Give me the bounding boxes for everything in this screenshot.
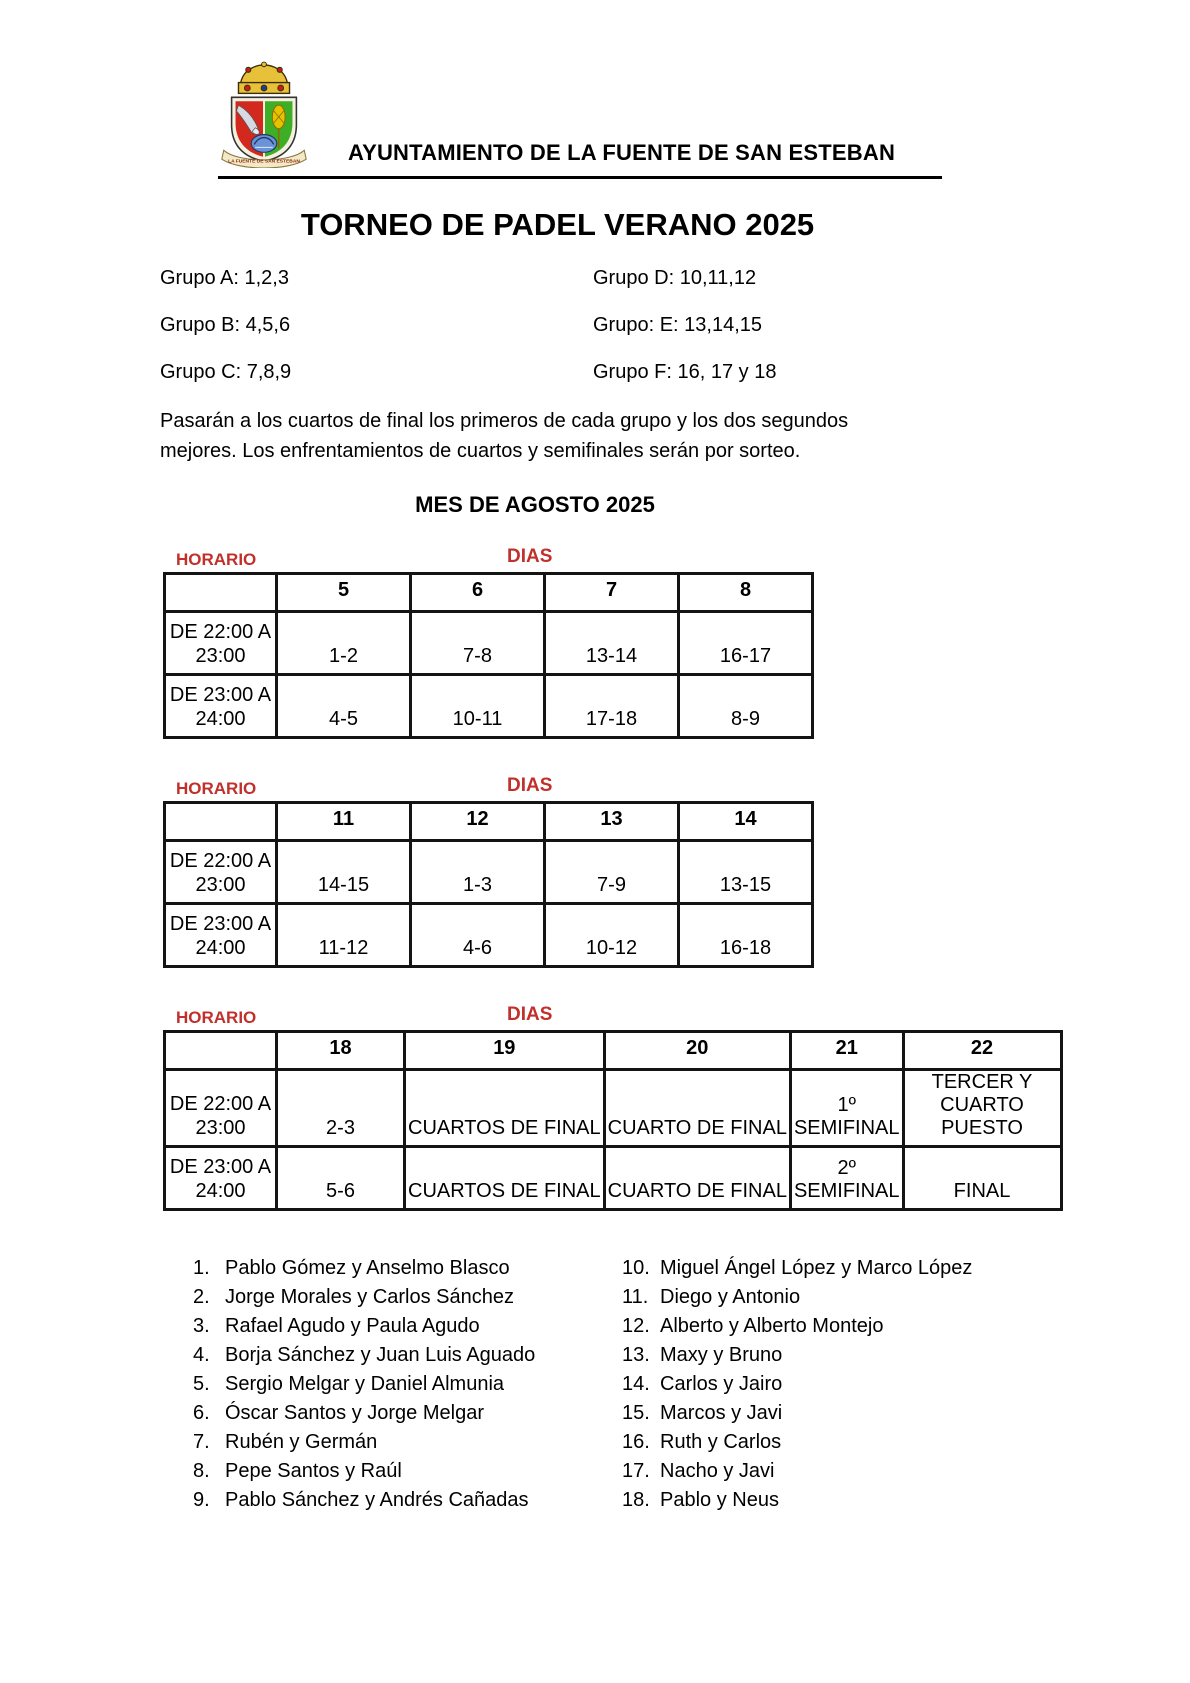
pair-number: 8. bbox=[193, 1460, 210, 1482]
schedule-row bbox=[165, 612, 813, 675]
pair-number: 9. bbox=[193, 1489, 210, 1511]
pair-name: Ruth y Carlos bbox=[660, 1431, 782, 1453]
group-a: Grupo A: 1,2,3 bbox=[160, 267, 289, 289]
list-item bbox=[193, 1489, 622, 1511]
dias-label: DIAS bbox=[507, 546, 553, 567]
match-cell: CUARTOS DE FINAL bbox=[405, 1070, 605, 1147]
pair-name: Borja Sánchez y Juan Luis Aguado bbox=[225, 1344, 536, 1366]
day-header-row bbox=[165, 1032, 1062, 1070]
pair-number: 1. bbox=[193, 1257, 210, 1279]
list-item bbox=[622, 1344, 972, 1366]
corner-cell bbox=[165, 574, 277, 612]
match-cell: 10-12 bbox=[545, 904, 679, 967]
pairs-list bbox=[193, 1257, 1190, 1518]
match-cell: 5-6 bbox=[277, 1147, 405, 1210]
day-header-cell: 6 bbox=[411, 574, 545, 612]
group-e: Grupo: E: 13,14,15 bbox=[593, 314, 763, 336]
match-cell: CUARTOS DE FINAL bbox=[405, 1147, 605, 1210]
match-cell: 13-14 bbox=[545, 612, 679, 675]
pair-name: Carlos y Jairo bbox=[660, 1373, 783, 1395]
list-item bbox=[193, 1460, 622, 1482]
day-header-cell: 7 bbox=[545, 574, 679, 612]
list-item bbox=[193, 1431, 622, 1453]
list-item bbox=[622, 1402, 972, 1424]
match-cell: 7-9 bbox=[545, 841, 679, 904]
pair-number: 11. bbox=[622, 1286, 649, 1308]
match-cell: 7-8 bbox=[411, 612, 545, 675]
time-cell: DE 22:00 A 23:00 bbox=[165, 1070, 277, 1147]
pair-number: 12. bbox=[622, 1315, 650, 1337]
match-cell: 1-2 bbox=[277, 612, 411, 675]
pair-name: Pablo Sánchez y Andrés Cañadas bbox=[225, 1489, 529, 1511]
pair-number: 5. bbox=[193, 1373, 210, 1395]
pair-number: 14. bbox=[622, 1373, 650, 1395]
pair-name: Óscar Santos y Jorge Melgar bbox=[225, 1402, 484, 1424]
ribbon-text: LA FUENTE DE SAN ESTEBAN bbox=[228, 159, 300, 165]
group-b: Grupo B: 4,5,6 bbox=[160, 314, 291, 336]
municipality-title: AYUNTAMIENTO DE LA FUENTE DE SAN ESTEBAN bbox=[348, 140, 896, 165]
pairs-column-right bbox=[622, 1257, 972, 1518]
header-band bbox=[218, 60, 942, 179]
pair-name: Jorge Morales y Carlos Sánchez bbox=[225, 1286, 515, 1308]
time-cell: DE 23:00 A 24:00 bbox=[165, 1147, 277, 1210]
day-header-cell: 18 bbox=[277, 1032, 405, 1070]
group-row bbox=[160, 314, 955, 337]
list-item bbox=[193, 1315, 622, 1337]
crown-icon bbox=[238, 62, 289, 93]
pairs-column-left bbox=[193, 1257, 622, 1518]
shield-icon bbox=[232, 97, 297, 161]
day-header-cell: 19 bbox=[405, 1032, 605, 1070]
list-item bbox=[622, 1257, 972, 1279]
list-item bbox=[193, 1257, 622, 1279]
group-d: Grupo D: 10,11,12 bbox=[593, 267, 757, 289]
match-cell: TERCER Y CUARTO PUESTO bbox=[903, 1070, 1061, 1147]
pair-name: Pepe Santos y Raúl bbox=[225, 1460, 402, 1482]
group-row bbox=[160, 267, 955, 290]
group-f: Grupo F: 16, 17 y 18 bbox=[593, 361, 777, 383]
table-2-labels bbox=[160, 775, 955, 801]
match-cell: 10-11 bbox=[411, 675, 545, 738]
day-header-cell: 12 bbox=[411, 803, 545, 841]
dias-label: DIAS bbox=[507, 775, 553, 796]
match-cell: 8-9 bbox=[679, 675, 813, 738]
schedule-row bbox=[165, 1070, 1062, 1147]
pair-number: 18. bbox=[622, 1489, 650, 1511]
day-header-cell: 5 bbox=[277, 574, 411, 612]
schedule-row bbox=[165, 675, 813, 738]
match-cell: 4-5 bbox=[277, 675, 411, 738]
day-header-cell: 20 bbox=[604, 1032, 790, 1070]
corner-cell bbox=[165, 1032, 277, 1070]
match-cell: 11-12 bbox=[277, 904, 411, 967]
day-header-cell: 11 bbox=[277, 803, 411, 841]
match-cell: 17-18 bbox=[545, 675, 679, 738]
groups-section bbox=[160, 267, 955, 384]
match-cell: 2º SEMIFINAL bbox=[790, 1147, 903, 1210]
match-cell: 1-3 bbox=[411, 841, 545, 904]
day-header-cell: 13 bbox=[545, 803, 679, 841]
list-item bbox=[622, 1315, 972, 1337]
schedule-table-days-11-14 bbox=[163, 801, 814, 968]
day-header-row bbox=[165, 803, 813, 841]
pair-number: 10. bbox=[622, 1257, 650, 1279]
match-cell: CUARTO DE FINAL bbox=[604, 1147, 790, 1210]
match-cell: CUARTO DE FINAL bbox=[604, 1070, 790, 1147]
group-row bbox=[160, 361, 955, 384]
pair-number: 13. bbox=[622, 1344, 650, 1366]
match-cell: 16-17 bbox=[679, 612, 813, 675]
day-header-cell: 21 bbox=[790, 1032, 903, 1070]
pair-name: Maxy y Bruno bbox=[660, 1344, 783, 1366]
municipal-coat-of-arms-icon bbox=[218, 60, 310, 168]
match-cell: FINAL bbox=[903, 1147, 1061, 1210]
pair-number: 15. bbox=[622, 1402, 650, 1424]
list-item bbox=[622, 1431, 972, 1453]
table-1-labels bbox=[160, 546, 955, 572]
pair-name: Sergio Melgar y Daniel Almunia bbox=[225, 1373, 505, 1395]
table-3-labels bbox=[160, 1004, 955, 1030]
pair-name: Nacho y Javi bbox=[660, 1460, 775, 1482]
day-header-cell: 8 bbox=[679, 574, 813, 612]
schedule-row bbox=[165, 904, 813, 967]
document-title: TORNEO DE PADEL VERANO 2025 bbox=[300, 207, 815, 242]
pair-number: 16. bbox=[622, 1431, 650, 1453]
match-cell: 2-3 bbox=[277, 1070, 405, 1147]
time-cell: DE 22:00 A 23:00 bbox=[165, 612, 277, 675]
day-header-cell: 14 bbox=[679, 803, 813, 841]
time-cell: DE 22:00 A 23:00 bbox=[165, 841, 277, 904]
pair-number: 4. bbox=[193, 1344, 210, 1366]
day-header-cell: 22 bbox=[903, 1032, 1061, 1070]
pair-number: 3. bbox=[193, 1315, 210, 1337]
horario-label: HORARIO bbox=[176, 779, 257, 798]
list-item bbox=[193, 1402, 622, 1424]
horario-label: HORARIO bbox=[176, 550, 257, 569]
pair-name: Rubén y Germán bbox=[225, 1431, 378, 1453]
dias-label: DIAS bbox=[507, 1004, 553, 1025]
bridge-icon bbox=[251, 135, 277, 153]
group-c: Grupo C: 7,8,9 bbox=[160, 361, 292, 383]
corner-cell bbox=[165, 803, 277, 841]
pair-number: 17. bbox=[622, 1460, 650, 1482]
list-item bbox=[622, 1373, 972, 1395]
list-item bbox=[193, 1344, 622, 1366]
list-item bbox=[193, 1373, 622, 1395]
time-cell: DE 23:00 A 24:00 bbox=[165, 675, 277, 738]
pair-number: 7. bbox=[193, 1431, 210, 1453]
match-cell: 4-6 bbox=[411, 904, 545, 967]
list-item bbox=[622, 1460, 972, 1482]
schedule-table-days-18-22 bbox=[163, 1030, 1063, 1211]
schedule-row bbox=[165, 1147, 1062, 1210]
schedule-row bbox=[165, 841, 813, 904]
match-cell: 14-15 bbox=[277, 841, 411, 904]
match-cell: 16-18 bbox=[679, 904, 813, 967]
day-header-row bbox=[165, 574, 813, 612]
pair-name: Marcos y Javi bbox=[660, 1402, 783, 1424]
list-item bbox=[622, 1286, 972, 1308]
intro-paragraph: Pasarán a los cuartos de final los primeros de cada grupo y los dos segundos mejores. Los enfrentamientos de cuartos y semifinales serán por sorteo. bbox=[160, 410, 849, 462]
list-item bbox=[622, 1489, 972, 1511]
month-title: MES DE AGOSTO 2025 bbox=[415, 492, 655, 517]
pair-name: Miguel Ángel López y Marco López bbox=[660, 1257, 973, 1279]
list-item bbox=[193, 1286, 622, 1308]
pair-name: Pablo Gómez y Anselmo Blasco bbox=[225, 1257, 510, 1279]
schedule-table-days-5-8 bbox=[163, 572, 814, 739]
pair-number: 6. bbox=[193, 1402, 210, 1424]
match-cell: 1º SEMIFINAL bbox=[790, 1070, 903, 1147]
match-cell: 13-15 bbox=[679, 841, 813, 904]
pair-name: Rafael Agudo y Paula Agudo bbox=[225, 1315, 480, 1337]
time-cell: DE 23:00 A 24:00 bbox=[165, 904, 277, 967]
pair-name: Diego y Antonio bbox=[660, 1286, 801, 1308]
pair-number: 2. bbox=[193, 1286, 210, 1308]
pair-name: Pablo y Neus bbox=[660, 1489, 779, 1511]
horario-label: HORARIO bbox=[176, 1008, 257, 1027]
pair-name: Alberto y Alberto Montejo bbox=[660, 1315, 884, 1337]
